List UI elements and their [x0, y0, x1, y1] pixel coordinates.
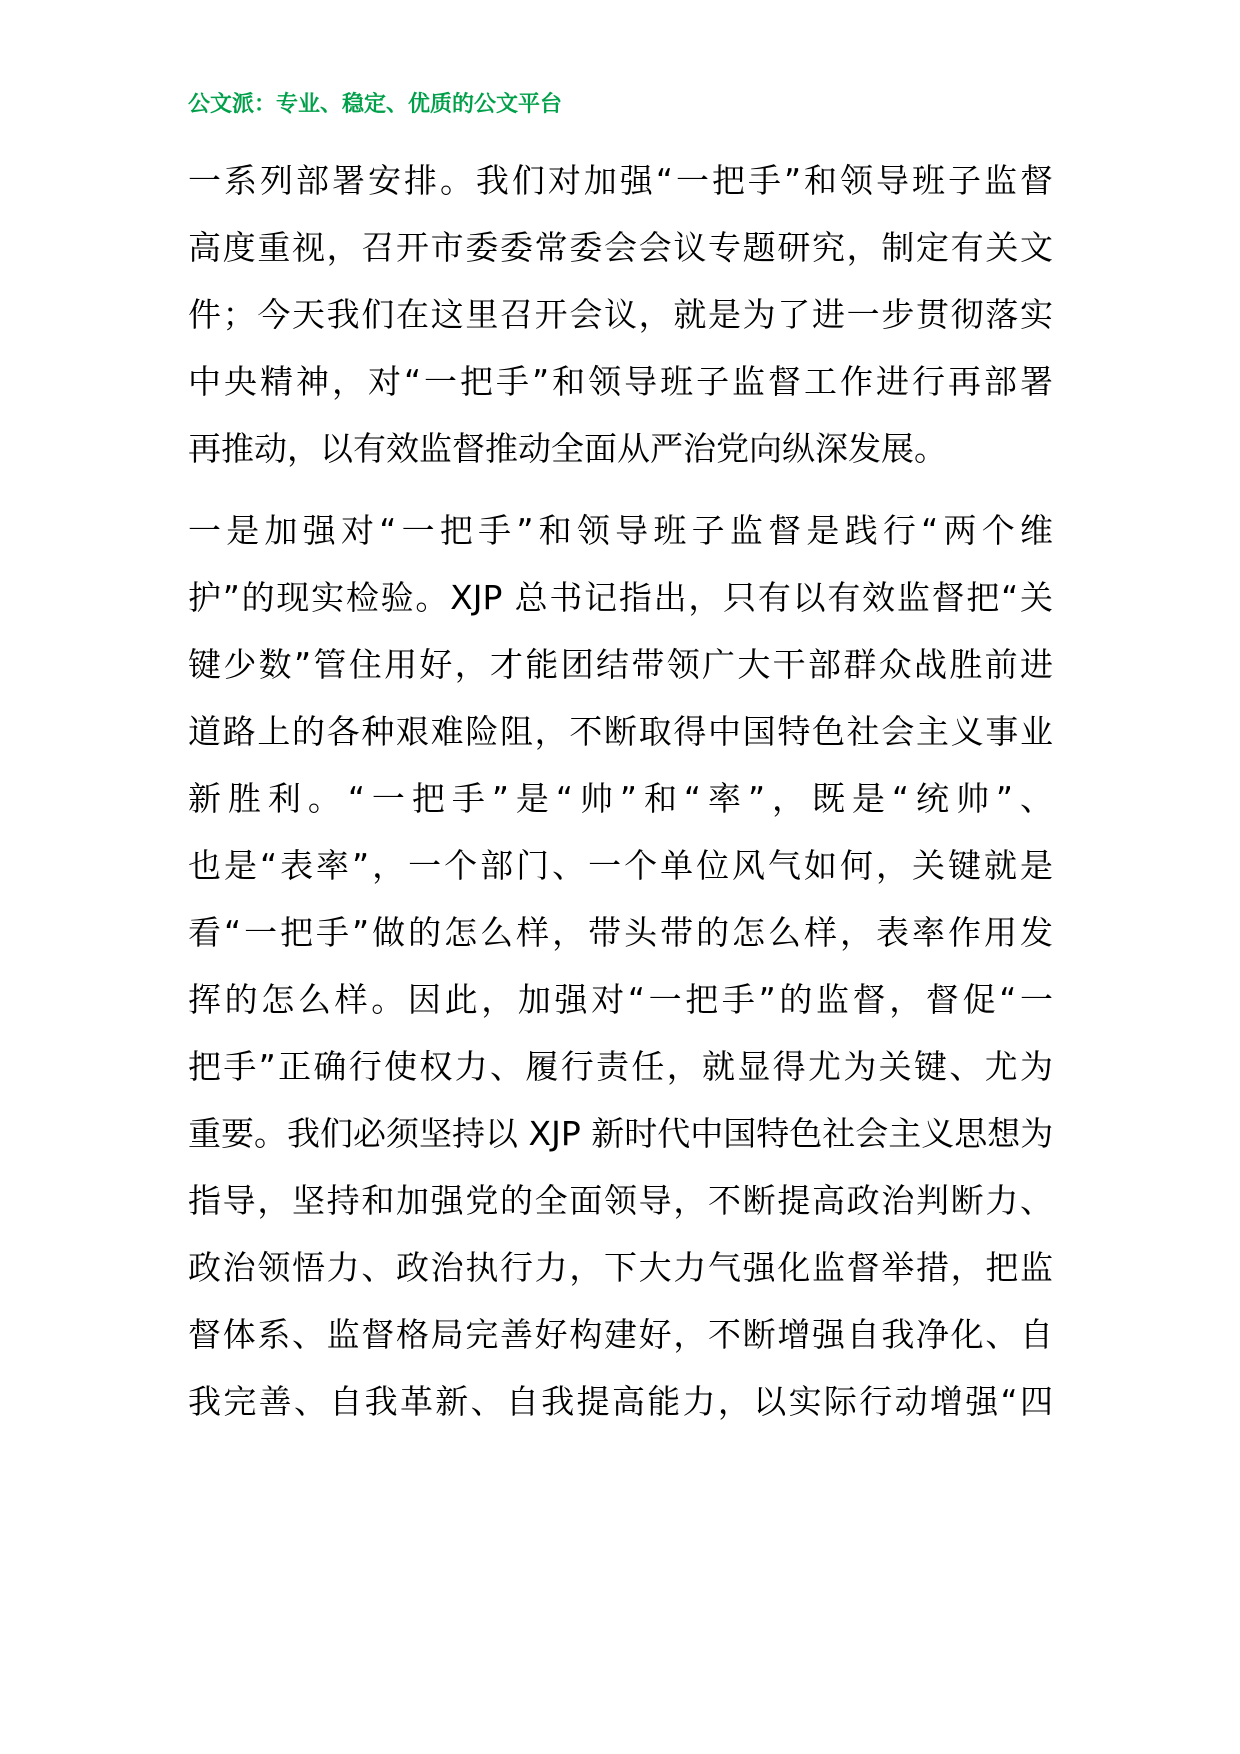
- paragraph-line: 指导，坚持和加强党的全面领导，不断提高政治判断力、: [188, 1181, 1053, 1220]
- paragraph-line: 重要。我们必须坚持以 XJP 新时代中国特色社会主义思想为: [188, 1114, 1054, 1153]
- paragraph-line: 我完善、自我革新、自我提高能力，以实际行动增强“四: [188, 1382, 1053, 1421]
- paragraph-line: 中央精神，对“一把手”和领导班子监督工作进行再部署: [188, 362, 1053, 401]
- paragraph-line: 新胜利。“一把手”是“帅”和“率”，既是“统帅”、: [188, 779, 1053, 818]
- paragraph-line: 看“一把手”做的怎么样，带头带的怎么样，表率作用发: [188, 913, 1053, 952]
- paragraph-line: 键少数”管住用好，才能团结带领广大干部群众战胜前进: [188, 645, 1053, 684]
- paragraph-line: 挥的怎么样。因此，加强对“一把手”的监督，督促“一: [188, 980, 1053, 1019]
- paragraph-line: 道路上的各种艰难险阻，不断取得中国特色社会主义事业: [188, 712, 1053, 751]
- paragraph-line: 护”的现实检验。XJP 总书记指出，只有以有效监督把“关: [188, 578, 1053, 617]
- paragraph-line: 件；今天我们在这里召开会议，就是为了进一步贯彻落实: [188, 295, 1053, 334]
- paragraph-line: 再推动，以有效监督推动全面从严治党向纵深发展。: [188, 429, 947, 468]
- paragraph-line: 一系列部署安排。我们对加强“一把手”和领导班子监督: [188, 161, 1053, 200]
- paragraph-line: 高度重视，召开市委委常委会会议专题研究，制定有关文: [188, 228, 1053, 267]
- paragraph-line: 把手”正确行使权力、履行责任，就显得尤为关键、尤为: [188, 1047, 1053, 1086]
- paragraph-line: 督体系、监督格局完善好构建好，不断增强自我净化、自: [188, 1315, 1053, 1354]
- paragraph-line: 政治领悟力、政治执行力，下大力气强化监督举措，把监: [188, 1248, 1053, 1287]
- page-header: 公文派：专业、稳定、优质的公文平台: [188, 92, 563, 117]
- paragraph-line: 也是“表率”，一个部门、一个单位风气如何，关键就是: [188, 846, 1053, 885]
- paragraph-line: 一是加强对“一把手”和领导班子监督是践行“两个维: [188, 511, 1053, 550]
